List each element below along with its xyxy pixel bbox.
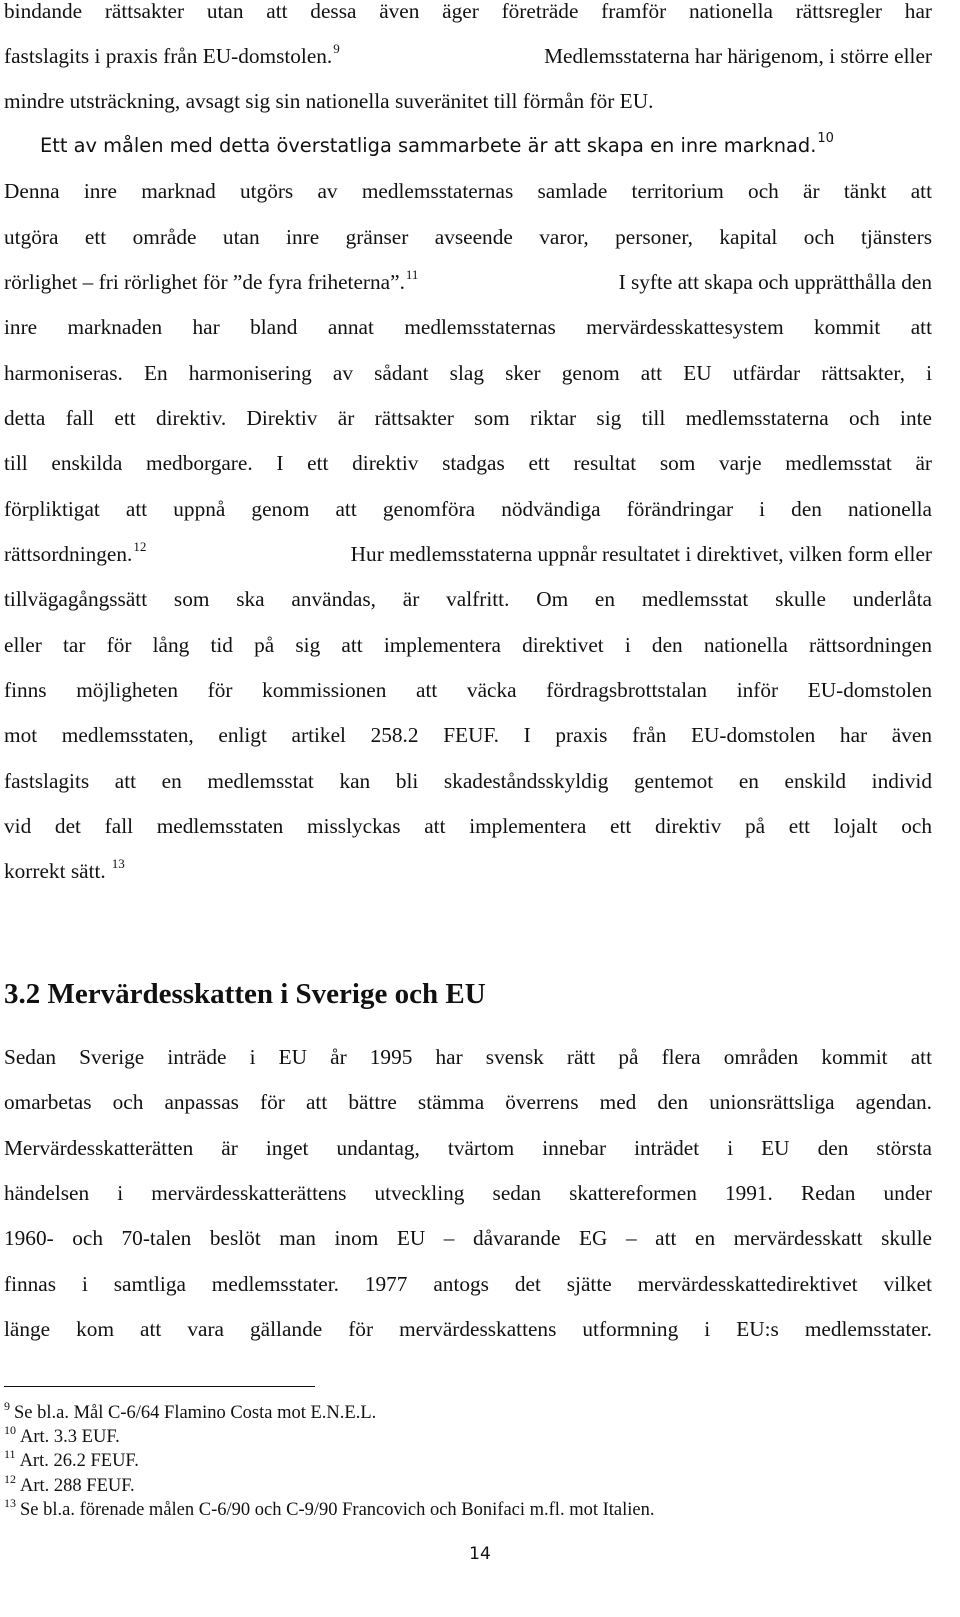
footnote-text: Se bl.a. Mål C-6/64 Flamino Costa mot E.N.E.L.	[14, 1403, 377, 1423]
body-line: fastslagits att en medlemsstat kan bli skadeståndsskyldig gentemot en enskild individ	[4, 769, 932, 793]
footnote-number: 13	[4, 1496, 16, 1510]
footnote-ref: 11	[405, 267, 419, 282]
footnote-ref: 13	[111, 856, 125, 871]
body-text: korrekt sätt.	[4, 859, 106, 883]
body-line: utgöra ett område utan inre gränser avseende varor, personer, kapital och tjänsters	[4, 225, 932, 249]
footnote	[4, 1401, 904, 1426]
body-line: mindre utsträckning, avsagt sig sin nationella suveränitet till förmån för EU.	[4, 89, 654, 113]
section-line: finnas i samtliga medlemsstater. 1977 antogs det sjätte mervärdesskattedirektivet vilket	[4, 1272, 932, 1296]
footnote-text: Art. 26.2 FEUF.	[19, 1451, 139, 1471]
footnote-number: 10	[4, 1423, 16, 1437]
section-line: Sedan Sverige inträde i EU år 1995 har svensk rätt på flera områden kommit att	[4, 1045, 932, 1069]
body-text: fastslagits i praxis från EU-domstolen.	[4, 44, 333, 68]
section-heading: 3.2 Mervärdesskatten i Sverige och EU	[4, 978, 486, 1010]
footnote	[4, 1498, 904, 1523]
body-text: Hur medlemsstaterna uppnår resultatet i direktivet, vilken form eller	[350, 542, 932, 566]
body-text: I syfte att skapa och upprätthålla den	[618, 270, 932, 294]
body-line: Denna inre marknad utgörs av medlemsstaternas samlade territorium och är tänkt att	[4, 179, 932, 203]
footnote-separator	[4, 1386, 315, 1387]
body-text: Ett av målen med detta överstatliga sammarbete är att skapa en inre marknad.	[40, 134, 817, 157]
footnote	[4, 1449, 904, 1474]
body-line: harmoniseras. En harmonisering av sådant slag sker genom att EU utfärdar rättsakter, i	[4, 361, 932, 385]
footnote-ref: 10	[817, 131, 834, 146]
footnote	[4, 1474, 904, 1499]
footnote-number: 12	[4, 1472, 16, 1486]
page-number: 14	[469, 1544, 491, 1564]
body-line: eller tar för lång tid på sig att implementera direktivet i den nationella rättsordningen	[4, 633, 932, 657]
body-line: tillvägagångssätt som ska användas, är valfritt. Om en medlemsstat skulle underlåta	[4, 587, 932, 611]
body-line: vid det fall medlemsstaten misslyckas att implementera ett direktiv på ett lojalt och	[4, 814, 932, 838]
body-line: förpliktigat att uppnå genom att genomföra nödvändiga förändringar i den nationella	[4, 497, 932, 521]
section-line: 1960- och 70-talen beslöt man inom EU – dåvarande EG – att en mervärdesskatt skulle	[4, 1226, 932, 1250]
body-text: Medlemsstaterna har härigenom, i större eller	[544, 44, 932, 68]
body-line	[40, 131, 930, 164]
body-line: till enskilda medborgare. I ett direktiv stadgas ett resultat som varje medlemsstat är	[4, 451, 932, 475]
body-line	[4, 267, 932, 300]
body-line: finns möjligheten för kommissionen att väcka fördragsbrottstalan inför EU-domstolen	[4, 678, 932, 702]
footnote	[4, 1425, 904, 1450]
body-text: rörlighet – fri rörlighet för ”de fyra friheterna”.	[4, 270, 405, 294]
footnote-text: Se bl.a. förenade målen C-6/90 och C-9/90 Francovich och Bonifaci m.fl. mot Italien.	[20, 1500, 655, 1520]
body-text: rättsordningen.	[4, 542, 133, 566]
footnote-ref: 9	[333, 41, 340, 56]
section-line: Mervärdesskatterätten är inget undantag, tvärtom innebar inträdet i EU den största	[4, 1136, 932, 1160]
section-line: länge kom att vara gällande för mervärdesskattens utformning i EU:s medlemsstater.	[4, 1317, 932, 1341]
body-line	[4, 856, 932, 889]
body-line	[4, 41, 932, 74]
body-line: inre marknaden har bland annat medlemsstaternas mervärdesskattesystem kommit att	[4, 315, 932, 339]
body-line: mot medlemsstaten, enligt artikel 258.2 FEUF. I praxis från EU-domstolen har även	[4, 723, 932, 747]
footnote-number: 11	[4, 1447, 16, 1461]
body-line: detta fall ett direktiv. Direktiv är rättsakter som riktar sig till medlemsstaterna och inte	[4, 406, 932, 430]
footnote-text: Art. 288 FEUF.	[20, 1476, 135, 1496]
section-line: händelsen i mervärdesskatterättens utveckling sedan skattereformen 1991. Redan under	[4, 1181, 932, 1205]
body-line: bindande rättsakter utan att dessa även äger företräde framför nationella rättsregler har	[4, 0, 932, 23]
footnote-ref: 12	[133, 539, 147, 554]
footnote-text: Art. 3.3 EUF.	[20, 1427, 120, 1447]
body-line	[4, 539, 932, 572]
section-line: omarbetas och anpassas för att bättre stämma överrens med den unionsrättsliga agendan.	[4, 1090, 932, 1114]
footnote-number: 9	[4, 1399, 10, 1413]
